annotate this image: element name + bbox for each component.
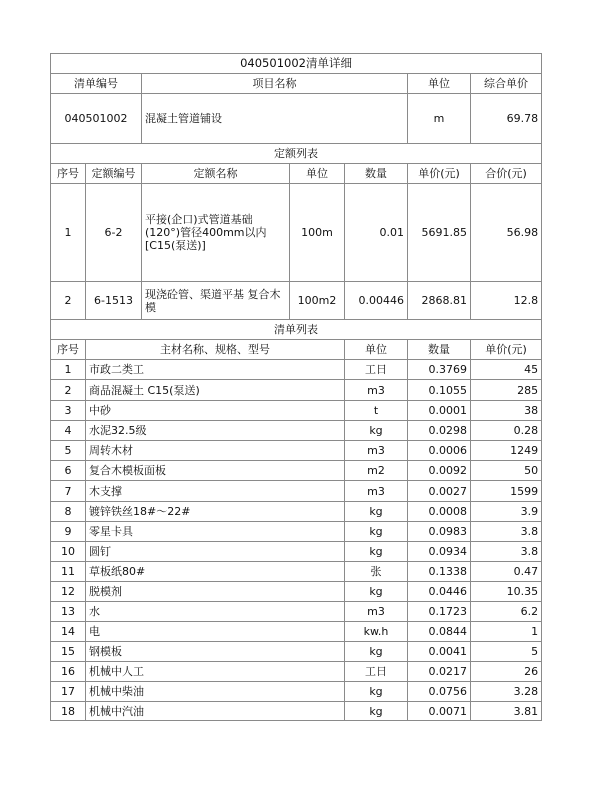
material-unit-price: 38 <box>471 401 542 421</box>
quota-code: 6-1513 <box>86 282 142 320</box>
material-name: 钢模板 <box>86 642 345 662</box>
material-unit: m3 <box>345 602 408 622</box>
material-unit: kg <box>345 682 408 702</box>
material-index: 7 <box>51 481 86 502</box>
material-unit-price: 3.9 <box>471 502 542 522</box>
material-unit: m3 <box>345 441 408 461</box>
material-unit-price: 1249 <box>471 441 542 461</box>
material-row <box>51 360 542 380</box>
material-quantity: 0.0983 <box>408 522 471 542</box>
material-name: 镀锌铁丝18#～22# <box>86 502 345 522</box>
material-row <box>51 401 542 421</box>
material-name: 商品混凝土 C15(泵送) <box>86 380 345 401</box>
material-index: 14 <box>51 622 86 642</box>
material-unit: kg <box>345 642 408 662</box>
material-quantity: 0.1338 <box>408 562 471 582</box>
material-unit: m3 <box>345 481 408 502</box>
material-quantity: 0.1055 <box>408 380 471 401</box>
quota-total: 56.98 <box>471 184 542 282</box>
material-unit-price: 0.47 <box>471 562 542 582</box>
material-unit: kg <box>345 502 408 522</box>
material-name: 圆钉 <box>86 542 345 562</box>
bill-unit: m <box>408 94 471 144</box>
quota-unit: 100m2 <box>290 282 345 320</box>
bill-name: 混凝土管道铺设 <box>142 94 408 144</box>
material-unit: 工日 <box>345 662 408 682</box>
material-name: 机械中人工 <box>86 662 345 682</box>
quota-header: 单位 <box>290 164 345 184</box>
materials-header: 序号 <box>51 340 86 360</box>
materials-header: 单价(元) <box>471 340 542 360</box>
bill-detail-table <box>50 53 542 721</box>
material-unit: kg <box>345 522 408 542</box>
material-row <box>51 702 542 721</box>
material-row <box>51 522 542 542</box>
material-quantity: 0.0446 <box>408 582 471 602</box>
material-unit-price: 50 <box>471 461 542 481</box>
material-quantity: 0.1723 <box>408 602 471 622</box>
material-unit-price: 1599 <box>471 481 542 502</box>
header-unit: 单位 <box>408 74 471 94</box>
table-title: 040501002清单详细 <box>51 54 542 74</box>
material-name: 水 <box>86 602 345 622</box>
material-quantity: 0.0298 <box>408 421 471 441</box>
material-row <box>51 481 542 502</box>
material-name: 木支撑 <box>86 481 345 502</box>
material-unit: m2 <box>345 461 408 481</box>
material-name: 机械中柴油 <box>86 682 345 702</box>
materials-section-title: 清单列表 <box>51 320 542 340</box>
quota-quantity: 0.00446 <box>345 282 408 320</box>
material-unit: m3 <box>345 380 408 401</box>
bill-price: 69.78 <box>471 94 542 144</box>
material-unit: kg <box>345 421 408 441</box>
material-name: 零星卡具 <box>86 522 345 542</box>
material-row <box>51 502 542 522</box>
quota-row <box>51 184 542 282</box>
material-row <box>51 622 542 642</box>
material-index: 10 <box>51 542 86 562</box>
material-quantity: 0.0027 <box>408 481 471 502</box>
material-row <box>51 441 542 461</box>
material-unit-price: 5 <box>471 642 542 662</box>
material-index: 15 <box>51 642 86 662</box>
quota-section-title: 定额列表 <box>51 144 542 164</box>
material-index: 11 <box>51 562 86 582</box>
quota-unit: 100m <box>290 184 345 282</box>
material-unit: 张 <box>345 562 408 582</box>
header-name: 项目名称 <box>142 74 408 94</box>
material-quantity: 0.0071 <box>408 702 471 721</box>
material-quantity: 0.0934 <box>408 542 471 562</box>
quota-unit-price: 2868.81 <box>408 282 471 320</box>
material-index: 8 <box>51 502 86 522</box>
material-row <box>51 461 542 481</box>
quota-index: 2 <box>51 282 86 320</box>
material-name: 脱模剂 <box>86 582 345 602</box>
material-row <box>51 562 542 582</box>
material-row <box>51 602 542 622</box>
material-unit-price: 0.28 <box>471 421 542 441</box>
material-unit-price: 1 <box>471 622 542 642</box>
quota-name: 现浇砼管、渠道平基 复合木模 <box>142 282 290 320</box>
quota-header: 定额名称 <box>142 164 290 184</box>
material-name: 机械中汽油 <box>86 702 345 721</box>
material-name: 中砂 <box>86 401 345 421</box>
material-quantity: 0.3769 <box>408 360 471 380</box>
material-unit-price: 10.35 <box>471 582 542 602</box>
material-name: 复合木模板面板 <box>86 461 345 481</box>
material-unit-price: 3.28 <box>471 682 542 702</box>
quota-header: 合价(元) <box>471 164 542 184</box>
material-quantity: 0.0008 <box>408 502 471 522</box>
material-row <box>51 380 542 401</box>
material-index: 12 <box>51 582 86 602</box>
material-quantity: 0.0001 <box>408 401 471 421</box>
materials-header-row <box>51 340 542 360</box>
material-index: 4 <box>51 421 86 441</box>
summary-row <box>51 94 542 144</box>
quota-header: 定额编号 <box>86 164 142 184</box>
material-unit: kg <box>345 702 408 721</box>
material-unit: t <box>345 401 408 421</box>
material-unit: kw.h <box>345 622 408 642</box>
bill-code: 040501002 <box>51 94 142 144</box>
quota-name: 平接(企口)式管道基础(120°)管径400mm以内[C15(泵送)] <box>142 184 290 282</box>
material-unit-price: 3.8 <box>471 522 542 542</box>
quota-header: 序号 <box>51 164 86 184</box>
header-code: 清单编号 <box>51 74 142 94</box>
quota-header-row <box>51 164 542 184</box>
material-unit-price: 6.2 <box>471 602 542 622</box>
material-unit-price: 26 <box>471 662 542 682</box>
quota-row <box>51 282 542 320</box>
material-quantity: 0.0041 <box>408 642 471 662</box>
material-unit-price: 3.81 <box>471 702 542 721</box>
material-index: 18 <box>51 702 86 721</box>
quota-unit-price: 5691.85 <box>408 184 471 282</box>
material-row <box>51 542 542 562</box>
material-index: 17 <box>51 682 86 702</box>
quota-quantity: 0.01 <box>345 184 408 282</box>
material-row <box>51 642 542 662</box>
material-unit-price: 285 <box>471 380 542 401</box>
material-quantity: 0.0006 <box>408 441 471 461</box>
quota-header: 单价(元) <box>408 164 471 184</box>
materials-header: 单位 <box>345 340 408 360</box>
material-row <box>51 421 542 441</box>
material-unit: 工日 <box>345 360 408 380</box>
material-unit-price: 45 <box>471 360 542 380</box>
quota-total: 12.8 <box>471 282 542 320</box>
material-index: 2 <box>51 380 86 401</box>
summary-header-row <box>51 74 542 94</box>
quota-code: 6-2 <box>86 184 142 282</box>
material-unit: kg <box>345 542 408 562</box>
material-index: 1 <box>51 360 86 380</box>
quota-header: 数量 <box>345 164 408 184</box>
material-name: 周转木材 <box>86 441 345 461</box>
material-name: 水泥32.5级 <box>86 421 345 441</box>
material-index: 6 <box>51 461 86 481</box>
materials-header: 主材名称、规格、型号 <box>86 340 345 360</box>
material-index: 3 <box>51 401 86 421</box>
material-row <box>51 582 542 602</box>
materials-header: 数量 <box>408 340 471 360</box>
quota-index: 1 <box>51 184 86 282</box>
material-index: 16 <box>51 662 86 682</box>
material-quantity: 0.0217 <box>408 662 471 682</box>
header-price: 综合单价 <box>471 74 542 94</box>
material-unit: kg <box>345 582 408 602</box>
material-name: 电 <box>86 622 345 642</box>
material-name: 市政二类工 <box>86 360 345 380</box>
material-name: 草板纸80# <box>86 562 345 582</box>
material-index: 5 <box>51 441 86 461</box>
material-unit-price: 3.8 <box>471 542 542 562</box>
material-quantity: 0.0756 <box>408 682 471 702</box>
material-row <box>51 682 542 702</box>
material-quantity: 0.0092 <box>408 461 471 481</box>
material-index: 9 <box>51 522 86 542</box>
material-quantity: 0.0844 <box>408 622 471 642</box>
material-index: 13 <box>51 602 86 622</box>
material-row <box>51 662 542 682</box>
